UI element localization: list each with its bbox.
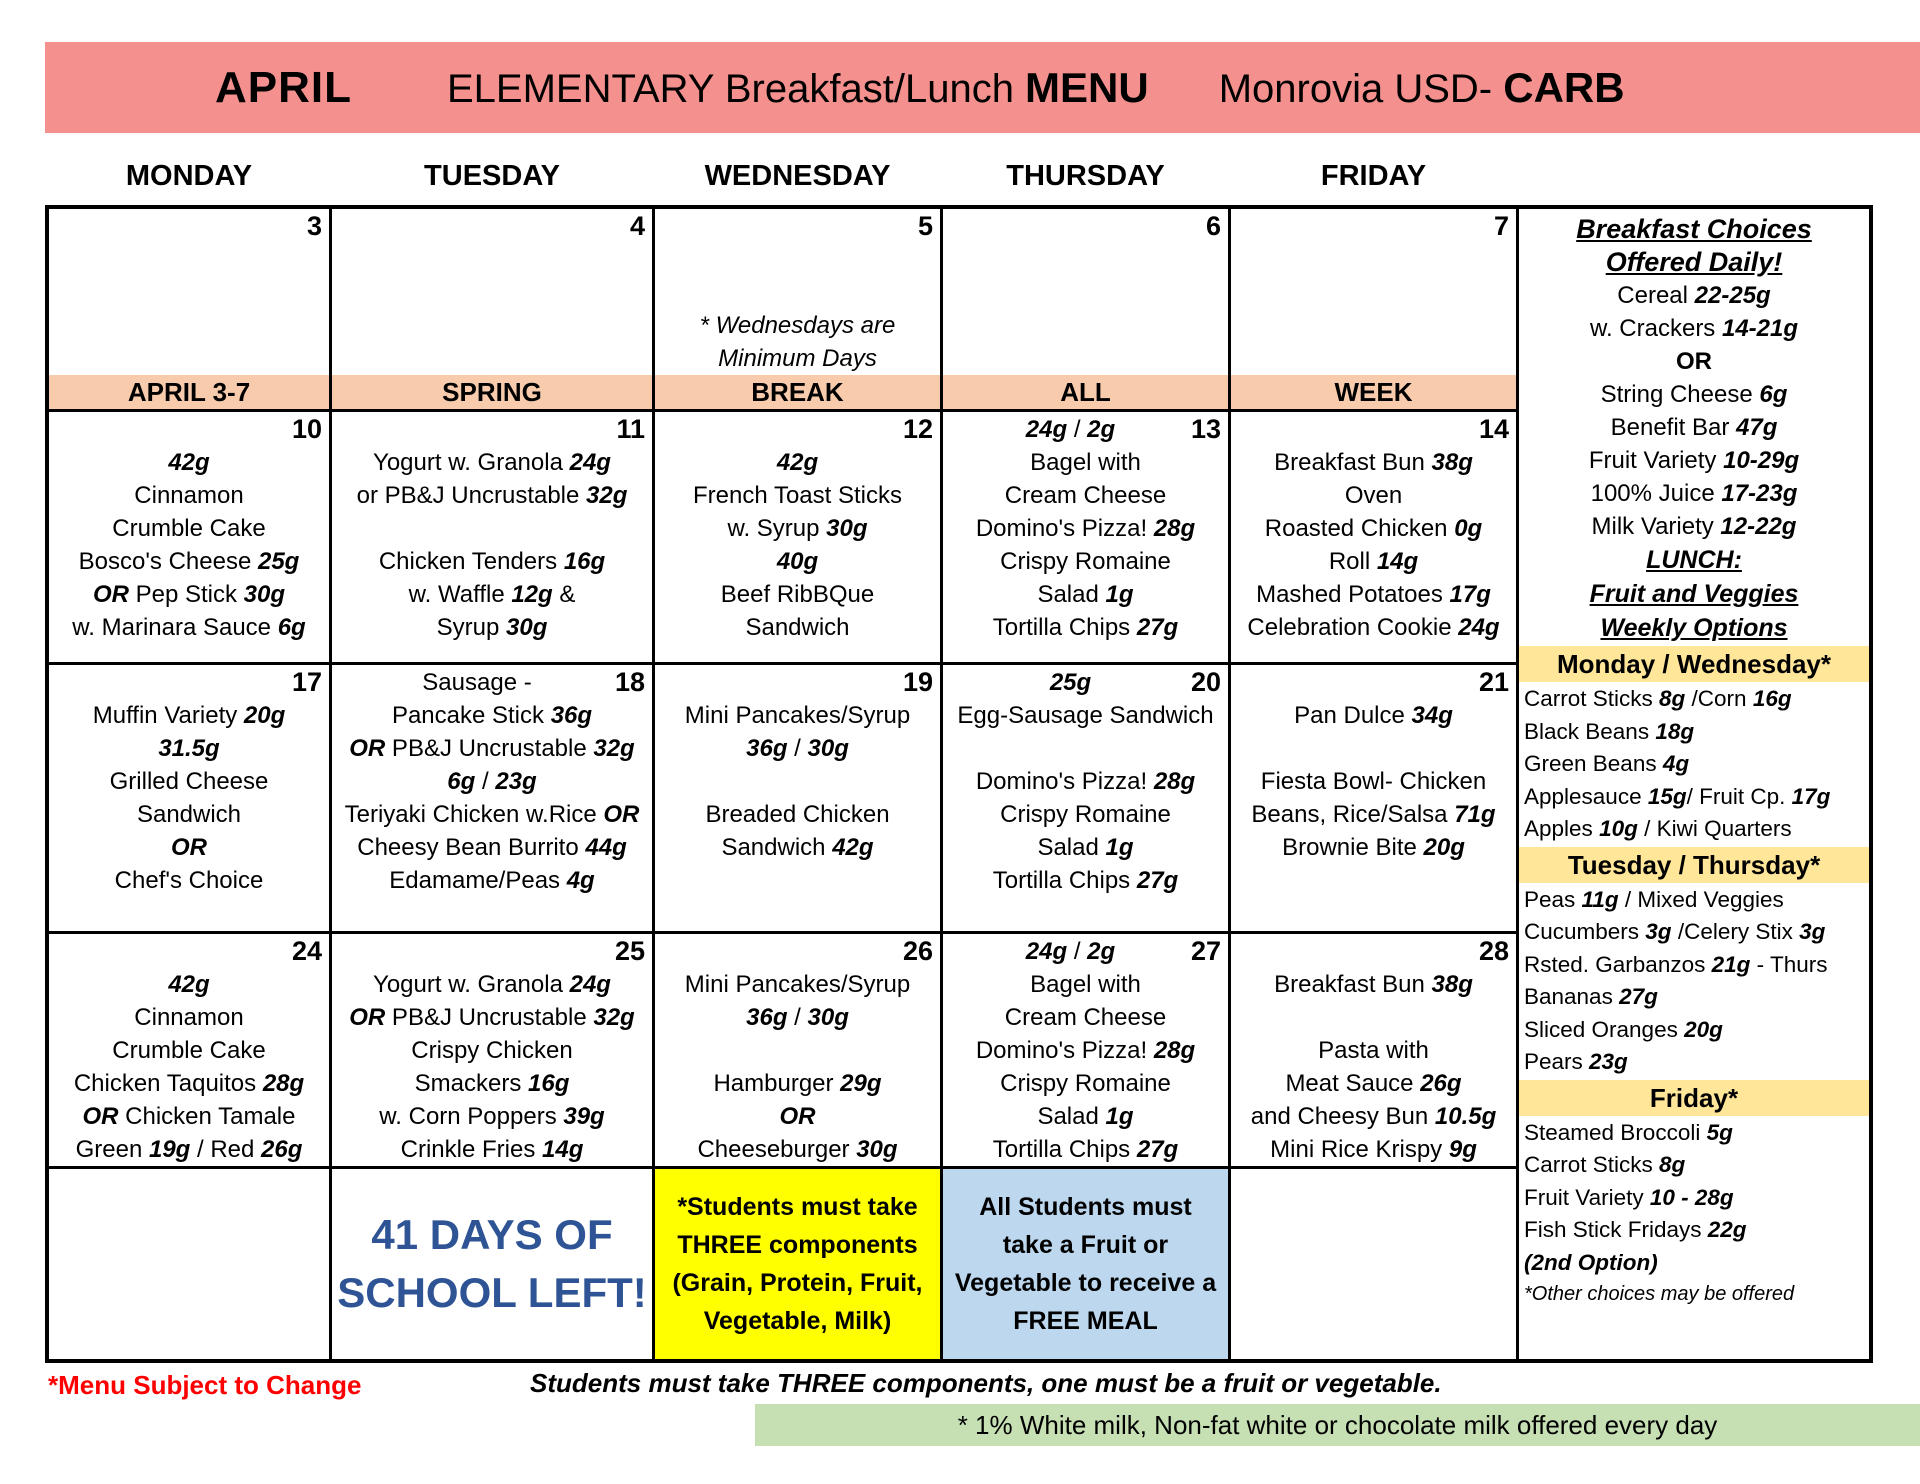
cell-date: 19 bbox=[902, 667, 933, 697]
sidebar-note: *Other choices may be offered bbox=[1524, 1283, 1795, 1305]
cell-date-row bbox=[332, 665, 652, 699]
sidebar-band: Friday* bbox=[1519, 1080, 1869, 1116]
menu-line: 42g bbox=[776, 449, 819, 476]
sidebar-item: Carrot Sticks 8g /Corn 16g bbox=[1524, 686, 1792, 711]
menu-line: 31.5g bbox=[158, 735, 220, 762]
sidebar-item: Bananas 27g bbox=[1524, 984, 1658, 1009]
menu-line: Bagel with bbox=[1030, 971, 1141, 998]
menu-line: Pasta with bbox=[1318, 1037, 1429, 1064]
menu-line: 36g / 30g bbox=[746, 1004, 849, 1031]
calendar-cell-5 bbox=[655, 209, 940, 409]
sidebar-lunch-header: Weekly Options bbox=[1600, 614, 1788, 642]
sidebar-item: Steamed Broccoli 5g bbox=[1524, 1119, 1733, 1145]
cell-date: 14 bbox=[1478, 414, 1509, 444]
menu-lines bbox=[655, 699, 940, 931]
menu-line: Crispy Romaine bbox=[1000, 548, 1171, 575]
cell-date: 5 bbox=[917, 211, 933, 241]
menu-line bbox=[1231, 732, 1516, 765]
calendar-cell-20 bbox=[943, 665, 1228, 931]
menu-lines bbox=[943, 243, 1228, 375]
cell-date-row bbox=[655, 209, 940, 243]
sidebar-item: Black Beans 18g bbox=[1524, 718, 1695, 744]
menu-lines bbox=[332, 968, 652, 1166]
menu-line: OR Pep Stick 30g bbox=[92, 581, 286, 608]
sidebar-item: Applesauce 15g/ Fruit Cp. 17g bbox=[1524, 783, 1831, 809]
day-header-spacer bbox=[1519, 160, 1869, 193]
menu-lines bbox=[943, 446, 1228, 662]
cell-date-row bbox=[1231, 665, 1516, 699]
menu-line: OR Chicken Tamale bbox=[82, 1103, 296, 1130]
sidebar-item: Fruit Variety 10 - 28g bbox=[1524, 1184, 1734, 1210]
calendar-cell-26 bbox=[655, 934, 940, 1166]
calendar-cell-12 bbox=[655, 412, 940, 662]
cell-date: 18 bbox=[614, 667, 645, 697]
menu-line: Roll 14g bbox=[1328, 548, 1419, 575]
menu-line: Breakfast Bun 38g bbox=[1274, 449, 1473, 476]
three-components-note bbox=[655, 1169, 940, 1359]
sidebar-item: (2nd Option) bbox=[1524, 1249, 1658, 1275]
menu-line: Salad 1g bbox=[1037, 834, 1134, 861]
cell-date: 3 bbox=[306, 211, 322, 241]
days-left-line: SCHOOL LEFT! bbox=[337, 1269, 647, 1316]
cell-date-row bbox=[1231, 209, 1516, 243]
sidebar-item: 100% Juice 17-23g bbox=[1590, 480, 1798, 507]
menu-line: OR bbox=[779, 1103, 816, 1130]
menu-lines bbox=[1231, 243, 1516, 375]
cell-date: 6 bbox=[1205, 211, 1221, 241]
note-line: take a Fruit or bbox=[1002, 1231, 1169, 1259]
cell-date-row bbox=[1231, 934, 1516, 968]
cell-date: 10 bbox=[291, 414, 322, 444]
calendar-cell-24 bbox=[49, 934, 329, 1166]
components-note: Students must take THREE components, one must be a fruit or vegetable. bbox=[530, 1368, 1442, 1398]
three-components-text bbox=[655, 1188, 940, 1340]
menu-line: Crumble Cake bbox=[112, 515, 266, 542]
menu-line: Mini Rice Krispy 9g bbox=[1270, 1136, 1477, 1163]
sidebar-item: String Cheese 6g bbox=[1600, 381, 1788, 408]
menu-lines bbox=[655, 968, 940, 1166]
menu-line: w. Corn Poppers 39g bbox=[379, 1103, 605, 1130]
cell-date: 7 bbox=[1493, 211, 1509, 241]
cell-date-row bbox=[655, 412, 940, 446]
week-banner-segment: ALL bbox=[943, 375, 1228, 409]
menu-line bbox=[943, 732, 1228, 765]
cell-date: 28 bbox=[1478, 936, 1509, 966]
menu-line: Teriyaki Chicken w.Rice OR bbox=[344, 801, 640, 828]
menu-lines bbox=[943, 968, 1228, 1166]
note-line: (Grain, Protein, Fruit, bbox=[672, 1269, 923, 1297]
note-line: FREE MEAL bbox=[1013, 1307, 1158, 1335]
menu-line: Chef's Choice bbox=[114, 867, 264, 894]
menu-calendar bbox=[45, 205, 1873, 1363]
menu-change-note: *Menu Subject to Change bbox=[48, 1370, 362, 1400]
menu-line: Mini Pancakes/Syrup bbox=[684, 702, 911, 729]
menu-lines bbox=[332, 446, 652, 662]
calendar-cell-11 bbox=[332, 412, 652, 662]
menu-line: Mashed Potatoes 17g bbox=[1256, 581, 1491, 608]
cell-date-row bbox=[1231, 412, 1516, 446]
menu-line: Salad 1g bbox=[1037, 1103, 1134, 1130]
menu-line: Edamame/Peas 4g bbox=[389, 867, 595, 894]
cell-date-row bbox=[49, 934, 329, 968]
day-header-wednesday: WEDNESDAY bbox=[704, 160, 891, 192]
menu-line: Yogurt w. Granola 24g bbox=[373, 449, 611, 476]
menu-line: Sandwich bbox=[745, 614, 850, 641]
week-banner-segment: APRIL 3-7 bbox=[49, 375, 329, 409]
cell-date-row bbox=[49, 665, 329, 699]
menu-line: Fiesta Bowl- Chicken bbox=[1260, 768, 1487, 795]
cell-date: 17 bbox=[291, 667, 322, 697]
cell-date-row bbox=[943, 665, 1228, 699]
menu-line bbox=[1231, 1001, 1516, 1034]
menu-line: Bagel with bbox=[1030, 449, 1141, 476]
menu-line: Yogurt w. Granola 24g bbox=[373, 971, 611, 998]
menu-line: Brownie Bite 20g bbox=[1282, 834, 1465, 861]
title-main: ELEMENTARY Breakfast/Lunch MENU bbox=[447, 63, 1149, 111]
menu-line: Crumble Cake bbox=[112, 1037, 266, 1064]
menu-lines bbox=[1231, 968, 1516, 1166]
calendar-cell-10 bbox=[49, 412, 329, 662]
day-header-monday: MONDAY bbox=[125, 160, 253, 192]
cell-date: 21 bbox=[1478, 667, 1509, 697]
menu-line: Tortilla Chips 27g bbox=[992, 867, 1179, 894]
menu-line: 6g / 23g bbox=[447, 768, 537, 795]
menu-lines bbox=[943, 699, 1228, 931]
days-left-text bbox=[332, 1169, 652, 1359]
menu-line: Tortilla Chips 27g bbox=[992, 1136, 1179, 1163]
title-district: Monrovia USD- CARB bbox=[1218, 63, 1625, 111]
breakfast-sidebar bbox=[1519, 209, 1869, 1359]
menu-line: and Cheesy Bun 10.5g bbox=[1250, 1103, 1497, 1130]
menu-lines bbox=[49, 446, 329, 662]
sidebar-item: Green Beans 4g bbox=[1524, 751, 1690, 776]
menu-line: 36g / 30g bbox=[746, 735, 849, 762]
menu-line: Meat Sauce 26g bbox=[1285, 1070, 1462, 1097]
cell-date-row bbox=[655, 934, 940, 968]
title-bar bbox=[45, 42, 1920, 133]
sidebar-item: Fruit Variety 10-29g bbox=[1588, 447, 1800, 474]
menu-line: Domino's Pizza! 28g bbox=[975, 768, 1196, 795]
days-left-line: 41 DAYS OF bbox=[371, 1211, 613, 1258]
sidebar-lunch-header: Fruit and Veggies bbox=[1589, 580, 1799, 608]
cell-corner-label: Sausage - bbox=[422, 669, 532, 696]
menu-line: 42g bbox=[168, 449, 210, 476]
menu-line: Hamburger 29g bbox=[713, 1070, 882, 1097]
menu-line: Muffin Variety 20g bbox=[92, 702, 286, 729]
cell-date-row bbox=[332, 209, 652, 243]
menu-line: Cream Cheese bbox=[1004, 482, 1167, 509]
menu-lines bbox=[1231, 699, 1516, 931]
cell-date: 25 bbox=[614, 936, 645, 966]
menu-line: Beef RibBQue bbox=[720, 581, 875, 608]
menu-line: Cheeseburger 30g bbox=[697, 1136, 898, 1163]
cell-date-row bbox=[332, 934, 652, 968]
menu-line: Cinnamon bbox=[134, 482, 244, 509]
calendar-cell-3 bbox=[49, 209, 329, 409]
menu-line: 40g bbox=[776, 548, 819, 575]
calendar-cell-21 bbox=[1231, 665, 1516, 931]
menu-line bbox=[332, 512, 652, 545]
menu-lines bbox=[332, 699, 652, 931]
calendar-cell-6 bbox=[943, 209, 1228, 409]
menu-line: OR PB&J Uncrustable 32g bbox=[349, 735, 635, 762]
calendar-cell-25 bbox=[332, 934, 652, 1166]
cell-date-row bbox=[49, 412, 329, 446]
menu-line: 42g bbox=[168, 971, 210, 998]
menu-line: Roasted Chicken 0g bbox=[1264, 515, 1483, 542]
menu-line: w. Marinara Sauce 6g bbox=[72, 614, 306, 641]
cell-date-row bbox=[49, 209, 329, 243]
menu-line: Breakfast Bun 38g bbox=[1274, 971, 1473, 998]
menu-line: Sandwich 42g bbox=[721, 834, 874, 861]
calendar-cell-13 bbox=[943, 412, 1228, 662]
menu-line: Domino's Pizza! 28g bbox=[975, 515, 1196, 542]
title-month: APRIL bbox=[215, 62, 352, 112]
menu-line: Egg-Sausage Sandwich bbox=[957, 702, 1214, 729]
note-line: *Students must take bbox=[677, 1193, 918, 1221]
menu-line: Chicken Tenders 16g bbox=[378, 548, 606, 575]
menu-lines bbox=[332, 243, 652, 375]
menu-line: French Toast Sticks bbox=[693, 482, 902, 509]
note-line: Vegetable, Milk) bbox=[703, 1307, 892, 1335]
menu-line bbox=[655, 1034, 940, 1067]
sidebar-item: OR bbox=[1676, 348, 1712, 375]
menu-lines bbox=[49, 243, 329, 375]
sidebar-item: Apples 10g / Kiwi Quarters bbox=[1524, 816, 1792, 841]
menu-lines bbox=[655, 243, 940, 375]
menu-line: Crispy Chicken bbox=[411, 1037, 573, 1064]
menu-line: Sandwich bbox=[136, 801, 242, 828]
calendar-cell-27 bbox=[943, 934, 1228, 1166]
menu-line: Chicken Taquitos 28g bbox=[73, 1070, 305, 1097]
sidebar-band: Monday / Wednesday* bbox=[1519, 646, 1869, 682]
calendar-cell-7 bbox=[1231, 209, 1516, 409]
calendar-cell-19 bbox=[655, 665, 940, 931]
calendar-cell-17 bbox=[49, 665, 329, 931]
menu-lines bbox=[1231, 446, 1516, 662]
menu-line: Cheesy Bean Burrito 44g bbox=[357, 834, 627, 861]
menu-line: Pan Dulce 34g bbox=[1294, 702, 1453, 729]
cell-date-row bbox=[943, 934, 1228, 968]
milk-note: * 1% White milk, Non-fat white or chocolate milk offered every day bbox=[755, 1404, 1920, 1446]
menu-line: Tortilla Chips 27g bbox=[992, 614, 1179, 641]
menu-line bbox=[655, 243, 940, 276]
menu-line: Syrup 30g bbox=[436, 614, 548, 641]
menu-lines bbox=[49, 968, 329, 1166]
cell-date-row bbox=[943, 209, 1228, 243]
menu-line: Pancake Stick 36g bbox=[391, 702, 593, 729]
cell-date-row bbox=[332, 412, 652, 446]
day-headers bbox=[49, 160, 1869, 193]
menu-lines bbox=[655, 446, 940, 662]
menu-lines bbox=[49, 699, 329, 931]
sidebar-lunch-header: LUNCH: bbox=[1646, 546, 1742, 574]
menu-line: Green 19g / Red 26g bbox=[75, 1136, 303, 1163]
menu-line bbox=[655, 276, 940, 309]
cell-corner-label: 24g / 2g bbox=[1025, 938, 1116, 965]
days-left-cell bbox=[332, 1169, 652, 1359]
day-header-thursday: THURSDAY bbox=[1006, 160, 1165, 192]
cell-date: 26 bbox=[902, 936, 933, 966]
note-line: THREE components bbox=[677, 1231, 918, 1259]
menu-line: Crinkle Fries 14g bbox=[400, 1136, 584, 1163]
menu-line: Minimum Days bbox=[718, 345, 877, 372]
calendar-cell-4 bbox=[332, 209, 652, 409]
menu-line: Beans, Rice/Salsa 71g bbox=[1251, 801, 1496, 828]
sidebar-item: Rsted. Garbanzos 21g - Thurs bbox=[1524, 951, 1828, 977]
menu-line: Crispy Romaine bbox=[1000, 1070, 1171, 1097]
note-line: All Students must bbox=[979, 1193, 1192, 1221]
menu-line: Celebration Cookie 24g bbox=[1247, 614, 1500, 641]
menu-line: Smackers 16g bbox=[414, 1070, 570, 1097]
week-banner-segment: BREAK bbox=[655, 375, 940, 409]
cell-date-row bbox=[655, 665, 940, 699]
cell-date: 13 bbox=[1190, 414, 1221, 444]
sidebar-item: Pears 23g bbox=[1524, 1049, 1628, 1074]
cell-date: 20 bbox=[1190, 667, 1221, 697]
menu-line: Cinnamon bbox=[134, 1004, 244, 1031]
menu-line: Salad 1g bbox=[1037, 581, 1134, 608]
note-line: Vegetable to receive a bbox=[954, 1269, 1217, 1297]
sidebar-band: Tuesday / Thursday* bbox=[1519, 847, 1869, 883]
sidebar-item: Peas 11g / Mixed Veggies bbox=[1524, 886, 1784, 912]
cell-date: 24 bbox=[291, 936, 322, 966]
cell-corner-label: 24g / 2g bbox=[1025, 416, 1116, 443]
menu-line: Grilled Cheese bbox=[109, 768, 269, 795]
menu-line: w. Syrup 30g bbox=[727, 515, 868, 542]
menu-line: OR bbox=[171, 834, 207, 861]
sidebar-item: Fish Stick Fridays 22g bbox=[1524, 1217, 1747, 1242]
menu-line bbox=[655, 765, 940, 798]
sidebar-title: Breakfast Choices bbox=[1576, 214, 1812, 244]
menu-line: Crispy Romaine bbox=[1000, 801, 1171, 828]
menu-line: OR PB&J Uncrustable 32g bbox=[349, 1004, 635, 1031]
sidebar-item: Milk Variety 12-22g bbox=[1591, 513, 1797, 540]
menu-line: Bosco's Cheese 25g bbox=[78, 548, 300, 575]
calendar-cell-14 bbox=[1231, 412, 1516, 662]
menu-line: Oven bbox=[1344, 482, 1403, 509]
sidebar-item: Sliced Oranges 20g bbox=[1524, 1016, 1723, 1042]
sidebar-item: Carrot Sticks 8g bbox=[1524, 1152, 1686, 1177]
cell-date-row bbox=[943, 412, 1228, 446]
menu-line: Breaded Chicken bbox=[705, 801, 890, 828]
sidebar-title: Offered Daily! bbox=[1605, 247, 1783, 277]
day-header-friday: FRIDAY bbox=[1320, 160, 1427, 192]
menu-line: or PB&J Uncrustable 32g bbox=[356, 482, 628, 509]
menu-line: Cream Cheese bbox=[1004, 1004, 1167, 1031]
calendar-cell-28 bbox=[1231, 934, 1516, 1166]
menu-line: Mini Pancakes/Syrup bbox=[684, 971, 911, 998]
cell-date: 12 bbox=[902, 414, 933, 444]
cell-date: 27 bbox=[1190, 936, 1221, 966]
sidebar-item: w. Crackers 14-21g bbox=[1589, 315, 1799, 342]
menu-line: w. Waffle 12g & bbox=[408, 581, 576, 608]
day-header-tuesday: TUESDAY bbox=[424, 160, 560, 192]
cell-date: 11 bbox=[616, 414, 645, 444]
free-meal-note bbox=[943, 1169, 1228, 1359]
cell-date: 4 bbox=[629, 211, 645, 241]
menu-line: * Wednesdays are bbox=[699, 312, 896, 339]
empty-note-cell bbox=[1231, 1169, 1516, 1359]
menu-line: Domino's Pizza! 28g bbox=[975, 1037, 1196, 1064]
calendar-cell-18 bbox=[332, 665, 652, 931]
free-meal-text bbox=[943, 1188, 1228, 1340]
empty-note-cell bbox=[49, 1169, 329, 1359]
week-banner-segment: SPRING bbox=[332, 375, 652, 409]
cell-corner-label: 25g bbox=[1049, 669, 1092, 696]
sidebar-item: Cereal 22-25g bbox=[1617, 282, 1771, 309]
week-banner-segment: WEEK bbox=[1231, 375, 1516, 409]
sidebar-item: Cucumbers 3g /Celery Stix 3g bbox=[1524, 919, 1826, 944]
sidebar-item: Benefit Bar 47g bbox=[1610, 414, 1778, 441]
